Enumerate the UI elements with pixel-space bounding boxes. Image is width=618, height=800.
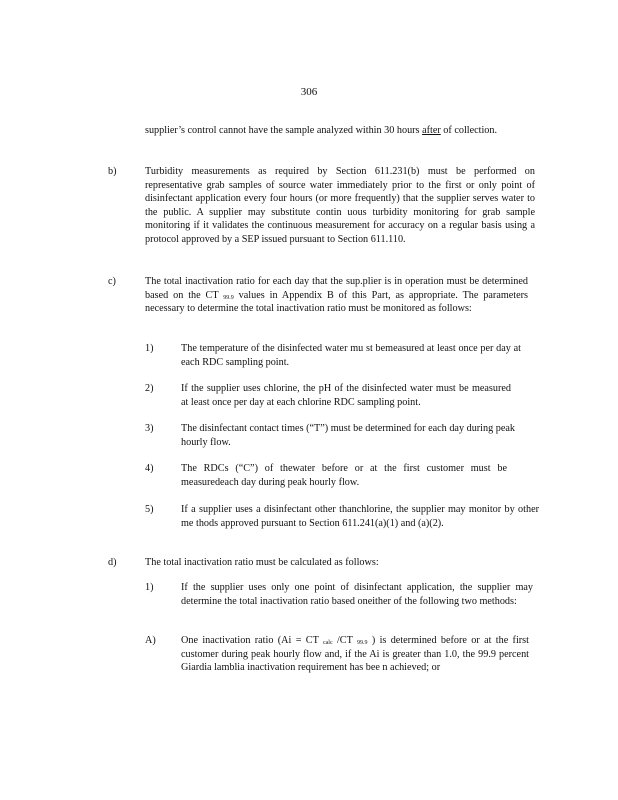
- item-dA-label: A): [145, 635, 156, 646]
- item-dA-text: [181, 634, 529, 675]
- item-c5-text: If a supplier uses a disinfectant other thanchlorine, the supplier may monitor by other me thods approved pursuant to Section 611.241(a)(1) and (a)(2).: [181, 504, 539, 529]
- item-c-text-part1: The total inactivation ratio for each day that the sup.plier is in operation must be determined based on the CT: [145, 276, 528, 301]
- item-dA-subscript-calc: calc: [322, 640, 333, 646]
- item-d1-label: 1): [145, 582, 154, 593]
- item-c-text: [145, 275, 528, 316]
- item-c-label: c): [108, 276, 116, 287]
- page-number: 306: [300, 86, 318, 98]
- item-c2-label: 2): [145, 383, 154, 394]
- item-c-subscript: 99.9: [223, 294, 234, 301]
- item-c3-text: The disinfectant contact times (“T”) must be determined for each day during peak hourly flow.: [181, 423, 515, 448]
- continuation-text-before: supplier’s control cannot have the sample analyzed within 30 hours: [145, 125, 423, 136]
- item-c4-label: 4): [145, 463, 154, 474]
- item-d-label: d): [108, 557, 117, 568]
- continuation-underlined-word: after: [422, 125, 441, 136]
- item-c2-text: If the supplier uses chlorine, the pH of the disinfected water must be measured at least once per day at each chlorine RDC sampling point.: [181, 383, 511, 408]
- item-b-label: b): [108, 166, 117, 177]
- item-c1-text: The temperature of the disinfected water mu st bemeasured at least once per day at each RDC sampling point.: [181, 343, 521, 368]
- item-dA-subscript-999: 99.9: [356, 640, 368, 646]
- item-c3-label: 3): [145, 423, 154, 434]
- item-c1-label: 1): [145, 343, 154, 354]
- item-d-text: The total inactivation ratio must be calculated as follows:: [145, 557, 379, 568]
- item-dA-text-part1: One inactivation ratio (Ai = CT: [181, 635, 323, 646]
- item-dA-text-part3: ) is determined before or at the first customer during peak hourly flow and, if the Ai is greater than 1.0, the 99.9 percent Giardia lamblia inactivation requirement has bee n achieved; or: [181, 635, 529, 674]
- item-c5-label: 5): [145, 504, 154, 515]
- item-c-text-part2: values in Appendix B of this Part, as appropriate. The parameters necessary to determine the total inactivation ratio must be monitored as follows:: [145, 289, 528, 315]
- continuation-paragraph: [145, 124, 508, 138]
- item-dA-text-part2: /CT: [332, 635, 357, 646]
- continuation-text-after: of collection.: [440, 125, 498, 136]
- item-b-text: Turbidity measurements as required by Section 611.231(b) must be performed on representative grab samples of source water immediately prior to the first or only point of disinfectant application every four hours (or more frequently) that the supplier serves water to the public. A supplier may substitute contin uous turbidity monitoring for grab sample monitoring if it validates the continuous measurement for accuracy on a regular basis using a protocol approved by a SEP issued pursuant to Section 611.110.: [145, 166, 535, 245]
- item-d1-text: If the supplier uses only one point of disinfectant application, the supplier may determine the total inactivation ratio based oneither of the following two methods:: [181, 582, 533, 607]
- item-c4-text: The RDCs (“C”) of thewater before or at the first customer must be measuredeach day during peak hourly flow.: [181, 463, 507, 488]
